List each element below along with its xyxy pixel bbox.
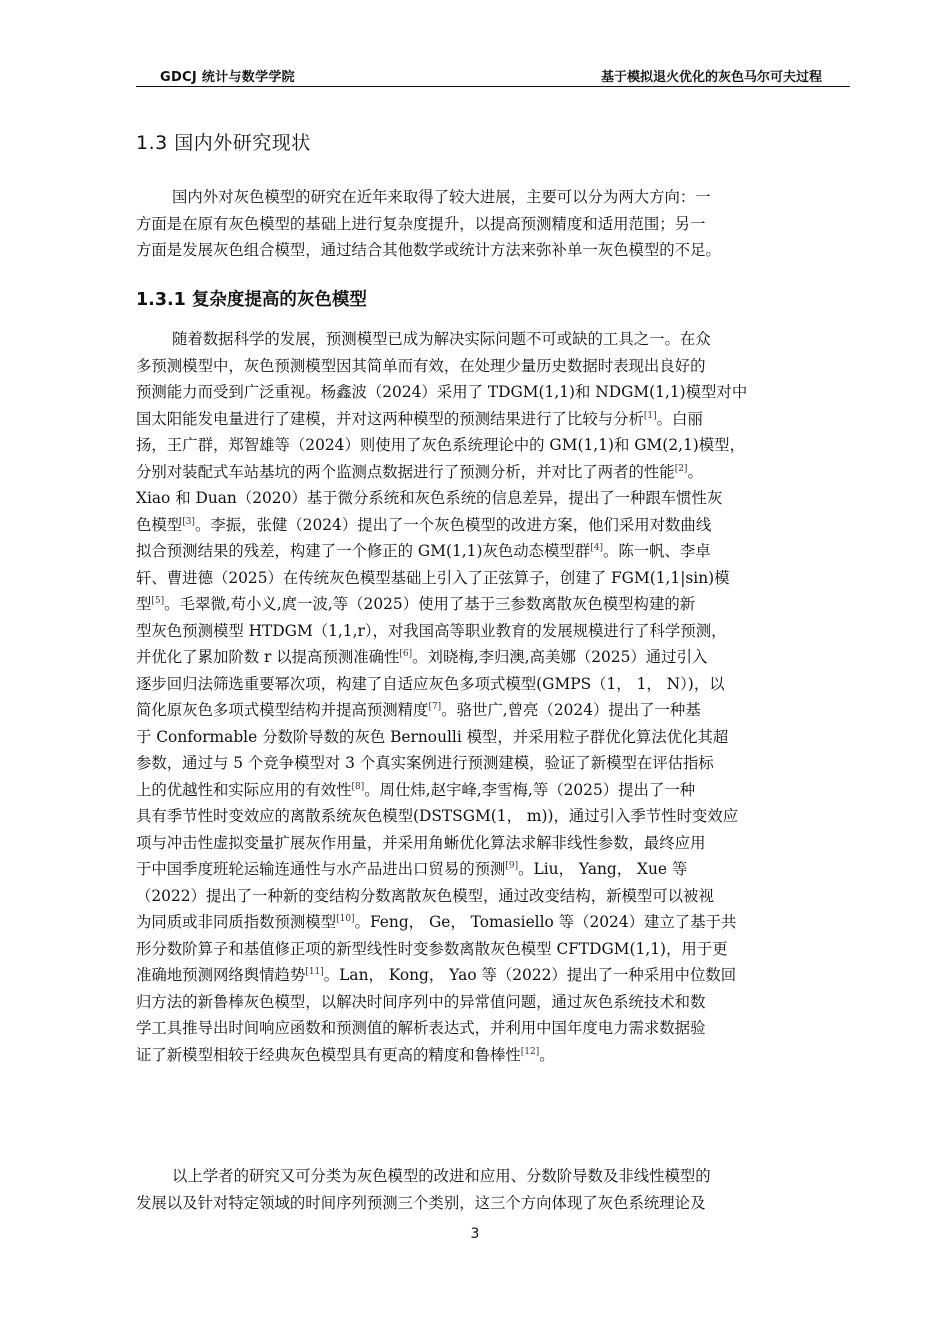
paragraph-line: 上的优越性和实际应用的有效性[8]。周仕炜,赵宇峰,李雪梅,等（2025）提出了一种 bbox=[136, 780, 696, 799]
paragraph-line: 参数，通过与 5 个竞争模型对 3 个真实案例进行预测建模，验证了新模型在评估指标 bbox=[136, 754, 714, 772]
citation-marker: [8] bbox=[351, 781, 365, 792]
paragraph-line: 方面是发展灰色组合模型，通过结合其他数学或统计方法来弥补单一灰色模型的不足。 bbox=[136, 241, 721, 259]
paragraph-line: 多预测模型中，灰色预测模型因其简单而有效，在处理少量历史数据时表现出良好的 bbox=[136, 356, 706, 375]
paragraph-line: 于 Conformable 分数阶导数的灰色 Bernoulli 模型，并采用粒子群优化算法优化其超 bbox=[136, 727, 729, 746]
section-title: 1.3 国内外研究现状 bbox=[136, 132, 311, 154]
paragraph-line: 归方法的新鲁棒灰色模型，以解决时间序列中的异常值问题，通过灰色系统技术和数 bbox=[136, 992, 706, 1011]
body-paragraph bbox=[136, 326, 850, 1068]
paragraph-line: 分别对装配式车站基坑的两个监测点数据进行了预测分析，并对比了两者的性能[2]。 bbox=[136, 462, 703, 481]
paragraph-line: 国内外对灰色模型的研究在近年来取得了较大进展，主要可以分为两大方向：一 bbox=[172, 188, 711, 206]
paragraph-line: 色模型[3]。李振，张健（2024）提出了一个灰色模型的改进方案，他们采用对数曲线 bbox=[136, 515, 712, 534]
paragraph-line: 简化原灰色多项式模型结构并提高预测精度[7]。骆世广,曾亮（2024）提出了一种基 bbox=[136, 701, 701, 719]
paragraph-line: 逐步回归法筛选重要幂次项，构建了自适应灰色多项式模型(GMPS（1， 1， N）)，以 bbox=[136, 674, 725, 693]
paragraph-line: 以上学者的研究又可分类为灰色模型的改进和应用、分数阶导数及非线性模型的 bbox=[172, 1167, 711, 1185]
citation-marker: [9] bbox=[505, 861, 519, 871]
paragraph-line: 为同质或非同质指数预测模型[10]。Feng， Ge， Tomasiello 等（2024）建立了基于共 bbox=[136, 913, 737, 931]
paragraph-line: 学工具推导出时间响应函数和预测值的解析表达式，并利用中国年度电力需求数据验 bbox=[136, 1019, 706, 1037]
paragraph-line: 拟合预测结果的残差，构建了一个修正的 GM(1,1)灰色动态模型群[4]。陈一帆、李卓 bbox=[136, 542, 711, 560]
citation-marker: [12] bbox=[520, 1046, 540, 1057]
citation-marker: [4] bbox=[590, 543, 603, 553]
citation-marker: [2] bbox=[674, 463, 688, 474]
paragraph-line: 证了新模型相较于经典灰色模型具有更高的精度和鲁棒性[12]。 bbox=[136, 1045, 555, 1064]
citation-marker: [6] bbox=[399, 649, 413, 659]
page-header bbox=[136, 62, 850, 87]
paragraph-line: 型[5]。毛翠微,苟小义,庹一波,等（2025）使用了基于三参数离散灰色模型构建的新 bbox=[136, 595, 696, 613]
citation-marker: [3] bbox=[182, 516, 195, 527]
closing-paragraph bbox=[136, 1163, 850, 1216]
paragraph-line: （2022）提出了一种新的变结构分数离散灰色模型，通过改变结构，新模型可以被视 bbox=[136, 886, 714, 905]
paragraph-line: 具有季节性时变效应的离散系统灰色模型(DSTSGM(1， m))，通过引入季节性时变效应 bbox=[136, 807, 739, 825]
intro-paragraph bbox=[136, 184, 850, 264]
paragraph-line: 准确地预测网络舆情趋势[11]。Lan， Kong， Yao 等（2022）提出了一种采用中位数回 bbox=[136, 966, 737, 984]
paragraph-line: 并优化了累加阶数 r 以提高预测准确性[6]。刘晓梅,李归澳,高美娜（2025）通过引入 bbox=[136, 648, 708, 666]
paragraph-line: 项与冲击性虚拟变量扩展灰作用量，并采用角蜥优化算法求解非线性参数，最终应用 bbox=[136, 833, 706, 852]
paragraph-line: 随着数据科学的发展，预测模型已成为解决实际问题不可或缺的工具之一。在众 bbox=[172, 330, 711, 348]
paragraph-line: 国太阳能发电量进行了建模，并对这两种模型的预测结果进行了比较与分析[1]。白丽 bbox=[136, 409, 703, 428]
paragraph-line: 方面是在原有灰色模型的基础上进行复杂度提升，以提高预测精度和适用范围；另一 bbox=[136, 214, 706, 233]
subsection-title: 1.3.1 复杂度提高的灰色模型 bbox=[136, 290, 367, 310]
citation-marker: [11] bbox=[305, 967, 324, 977]
citation-marker: [10] bbox=[336, 914, 355, 924]
citation-marker: [7] bbox=[428, 702, 442, 712]
paragraph-line: 形分数阶算子和基值修正项的新型线性时变参数离散灰色模型 CFTDGM(1,1)，用于更 bbox=[136, 939, 728, 958]
page-number: 3 bbox=[470, 1226, 480, 1242]
paragraph-line: 预测能力而受到广泛重视。杨鑫波（2024）采用了 TDGM(1,1)和 NDGM(1,1)模型对中 bbox=[136, 383, 748, 401]
paragraph-line: 扬，王广群，郑智雄等（2024）则使用了灰色系统理论中的 GM(1,1)和 GM(2,1)模型， bbox=[136, 436, 745, 454]
header-right: 基于模拟退火优化的灰色马尔可夫过程 bbox=[600, 70, 822, 85]
citation-marker: [5] bbox=[151, 596, 165, 606]
header-left: GDCJ 统计与数学学院 bbox=[160, 70, 295, 85]
paragraph-line: 型灰色预测模型 HTDGM（1,1,r），对我国高等职业教育的发展规模进行了科学预测， bbox=[136, 621, 727, 640]
paragraph-line: 轩、曹进德（2025）在传统灰色模型基础上引入了正弦算子，创建了 FGM(1,1|sin)模 bbox=[136, 568, 730, 587]
paragraph-line: 发展以及针对特定领域的时间序列预测三个类别，这三个方向体现了灰色系统理论及 bbox=[136, 1193, 706, 1212]
citation-marker: [1] bbox=[643, 410, 657, 421]
paragraph-line: Xiao 和 Duan（2020）基于微分系统和灰色系统的信息差异，提出了一种跟车惯性灰 bbox=[136, 489, 723, 507]
paragraph-line: 于中国季度班轮运输连通性与水产品进出口贸易的预测[9]。Liu， Yang， Xue 等 bbox=[136, 860, 688, 878]
